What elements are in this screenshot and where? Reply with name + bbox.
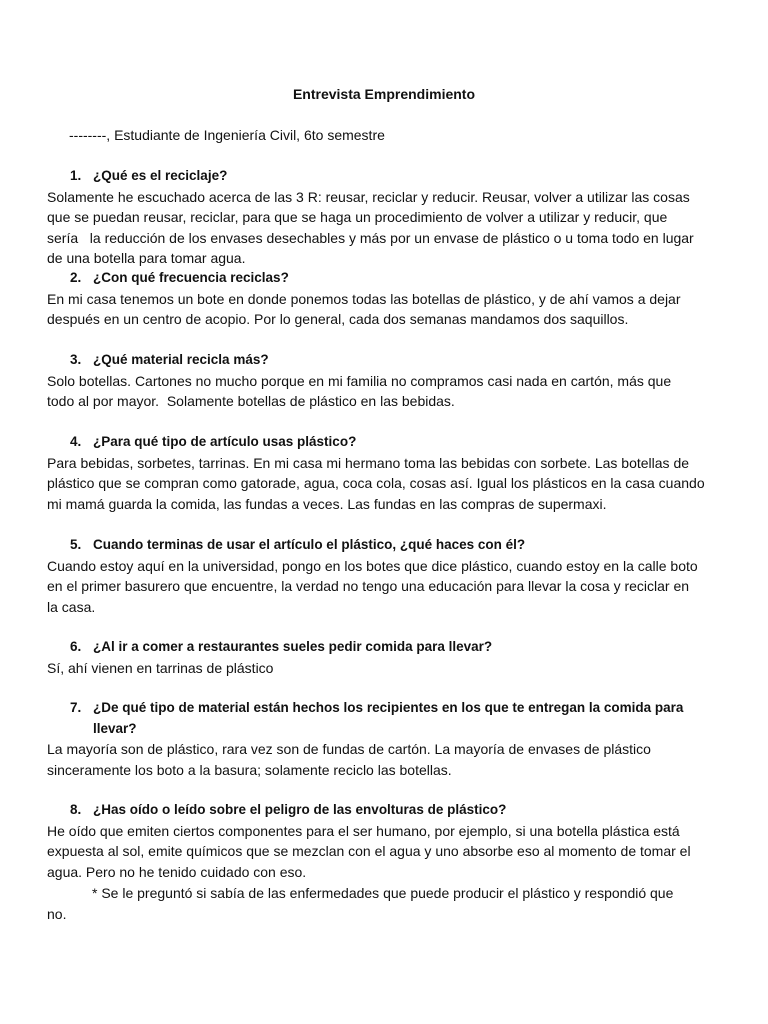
question-text: llevar? bbox=[93, 720, 137, 736]
answer-line: Cuando estoy aquí en la universidad, pongo en los botes que dice plástico, cuando estoy en la calle boto bbox=[47, 557, 698, 574]
qa-item-3 bbox=[47, 350, 727, 412]
answer-3 bbox=[47, 371, 727, 412]
answer-line: sería la reducción de los envases desechables y más por un envase de plástico o u toma todo en lugar bbox=[47, 229, 694, 246]
question-text: ¿De qué tipo de material están hechos los recipientes en los que te entregan la comida para bbox=[93, 700, 684, 715]
answer-line: plástico que se compran como gatorade, agua, coca cola, cosas así. Igual los plásticos en la casa cuando bbox=[47, 475, 705, 492]
answer-line: de una botella para tomar agua. bbox=[47, 250, 246, 267]
answer-5 bbox=[47, 556, 727, 618]
answer-line: En mi casa tenemos un bote en donde ponemos todas las botellas de plástico, y de ahí vamos a dejar bbox=[47, 290, 681, 307]
question-number: 3. bbox=[70, 352, 82, 367]
question-number: 6. bbox=[70, 639, 82, 654]
answer-line: expuesta al sol, emite químicos que se mezclan con el agua y uno absorbe eso al momento de tomar el bbox=[47, 843, 691, 860]
answer-line: que se puedan reusar, reciclar, para que se haga un procedimiento de volver a utilizar y reducir, que bbox=[47, 209, 668, 226]
answer-line: la casa. bbox=[47, 598, 96, 615]
answer-line: agua. Pero no he tenido cuidado con eso. bbox=[47, 863, 307, 880]
answer-4 bbox=[47, 453, 727, 515]
question-number: 2. bbox=[70, 270, 82, 285]
answer-line: Solo botellas. Cartones no mucho porque en mi familia no compramos casi nada en cartón, más que bbox=[47, 372, 672, 389]
question-2 bbox=[47, 268, 727, 289]
qa-item-7 bbox=[47, 698, 727, 780]
answer-6 bbox=[47, 658, 727, 679]
qa-item-2 bbox=[47, 268, 727, 330]
qa-item-8 bbox=[47, 800, 727, 882]
interviewer-note bbox=[47, 883, 727, 924]
question-text: ¿Al ir a comer a restaurantes sueles pedir comida para llevar? bbox=[93, 639, 493, 654]
question-number: 8. bbox=[70, 802, 82, 817]
question-8 bbox=[47, 800, 727, 821]
question-7 bbox=[47, 698, 727, 739]
question-3 bbox=[47, 350, 727, 371]
answer-line: Solamente he escuchado acerca de las 3 R: reusar, reciclar y reducir. Reusar, volver a utilizar las cosas bbox=[47, 188, 690, 205]
answer-line: Sí, ahí vienen en tarrinas de plástico bbox=[47, 659, 274, 676]
qa-item-4 bbox=[47, 432, 727, 514]
answer-line: La mayoría son de plástico, rara vez son de fundas de cartón. La mayoría de envases de plástico bbox=[47, 741, 651, 757]
answer-line: todo al por mayor. Solamente botellas de plástico en las bebidas. bbox=[47, 393, 455, 410]
answer-1 bbox=[47, 187, 727, 269]
answer-line: mi mamá guarda la comida, las fundas a veces. Las fundas en las compras de supermaxi. bbox=[47, 495, 607, 512]
note-line: * Se le preguntó si sabía de las enfermedades que puede producir el plástico y respondió que bbox=[92, 885, 674, 901]
answer-line: sinceramente los boto a la basura; solamente reciclo las botellas. bbox=[47, 761, 452, 778]
answer-8 bbox=[47, 821, 727, 883]
qa-item-1 bbox=[47, 166, 727, 269]
question-text: ¿Has oído o leído sobre el peligro de las envolturas de plástico? bbox=[93, 802, 507, 817]
answer-7 bbox=[47, 739, 727, 780]
document-title: Entrevista Emprendimiento bbox=[292, 86, 476, 102]
question-text: ¿Para qué tipo de artículo usas plástico? bbox=[93, 434, 357, 449]
answer-line: Para bebidas, sorbetes, tarrinas. En mi casa mi hermano toma las bebidas con sorbete. Las botellas de bbox=[47, 454, 690, 471]
answer-line: He oído que emiten ciertos componentes para el ser humano, por ejemplo, si una botella plástica está bbox=[47, 822, 680, 839]
note-line: no. bbox=[47, 905, 67, 922]
question-text: ¿Qué es el reciclaje? bbox=[93, 168, 228, 183]
question-number: 4. bbox=[70, 434, 82, 449]
question-text: ¿Qué material recicla más? bbox=[93, 352, 269, 367]
question-number: 7. bbox=[70, 700, 82, 715]
question-1 bbox=[47, 166, 727, 187]
qa-item-6 bbox=[47, 637, 727, 678]
question-4 bbox=[47, 432, 727, 453]
question-text: ¿Con qué frecuencia reciclas? bbox=[93, 270, 289, 285]
question-6 bbox=[47, 637, 727, 658]
question-5 bbox=[47, 535, 727, 556]
answer-line: en el primer basurero que encuentre, la verdad no tengo una educación para llevar la cosa y reciclar en bbox=[47, 578, 690, 595]
question-text: Cuando terminas de usar el artículo el plástico, ¿qué haces con él? bbox=[93, 537, 526, 552]
qa-item-5 bbox=[47, 535, 727, 617]
answer-line: después en un centro de acopio. Por lo general, cada dos semanas mandamos dos saquillos. bbox=[47, 311, 629, 328]
question-number: 1. bbox=[70, 168, 82, 183]
answer-2 bbox=[47, 289, 727, 330]
question-number: 5. bbox=[70, 537, 82, 552]
interviewee-line: --------, Estudiante de Ingeniería Civil, 6to semestre bbox=[69, 127, 385, 143]
